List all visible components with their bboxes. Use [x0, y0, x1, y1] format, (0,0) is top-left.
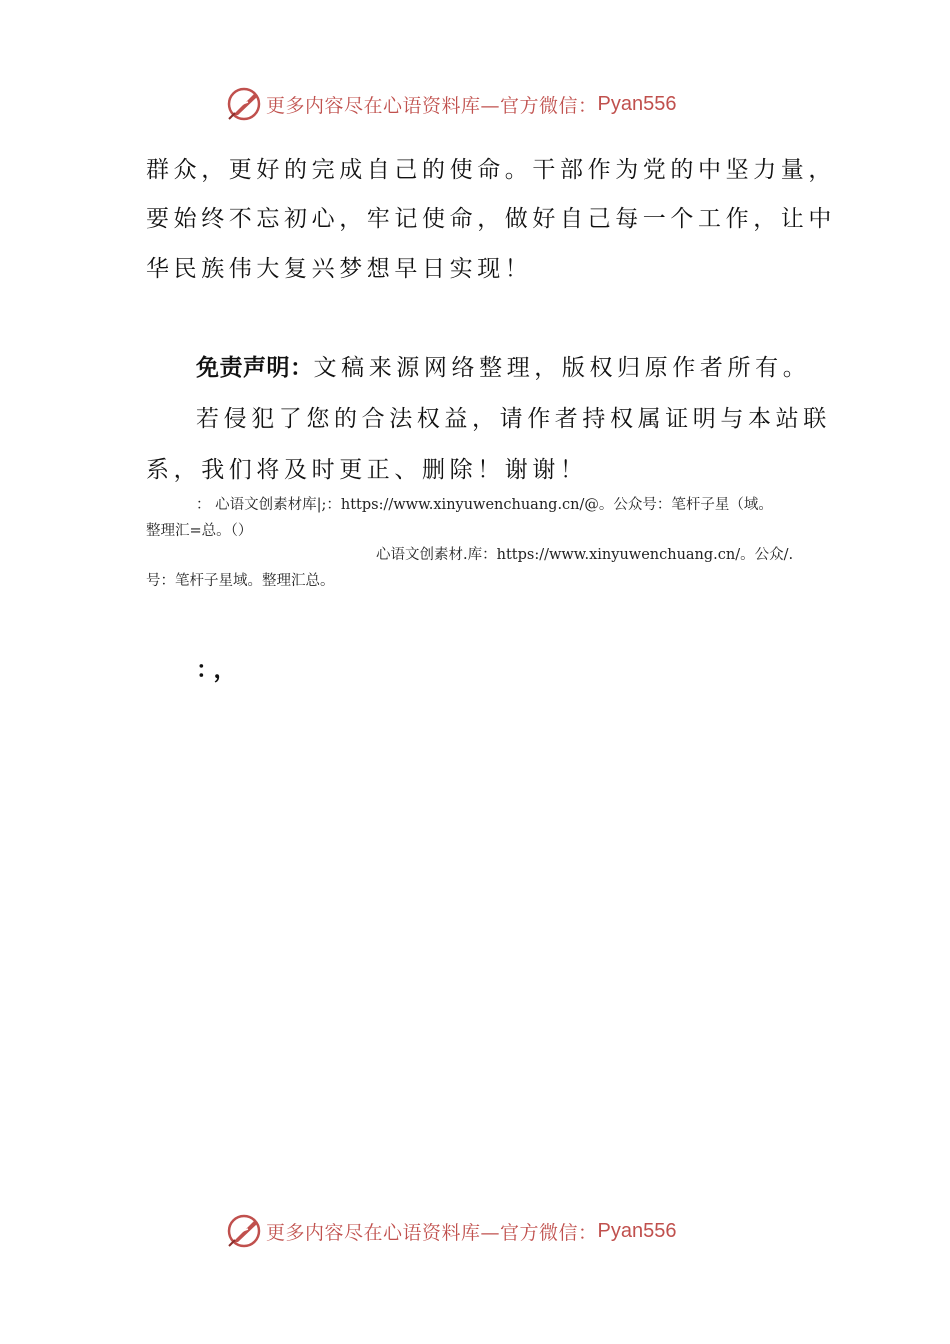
- trailing-punctuation: ：，: [196, 657, 243, 683]
- source-note-1: ： 心语文创素材库|;：https://www.xinyuwenchuang.cn/@。公众号：笔杆子星（域。: [196, 497, 773, 513]
- body-line-2: 要始终不忘初心，牢记使命，做好自己每一个工作，让中: [146, 206, 836, 232]
- disclaimer-text-1: 文稿来源网络整理，版权归原作者所有。: [313, 355, 811, 381]
- header-banner-wechat: Pyan556: [597, 92, 677, 115]
- disclaimer-line-1: [196, 352, 810, 384]
- body-line-3: 华民族伟大复兴梦想早日实现！: [146, 256, 533, 282]
- footer-banner-text: 更多内容尽在心语资料库—官方微信：: [266, 1221, 598, 1244]
- body-line-1: 群众，更好的完成自己的使命。干部作为党的中坚力量，: [146, 157, 836, 183]
- disclaimer-line-2: 若侵犯了您的合法权益，请作者持权属证明与本站联: [196, 406, 831, 432]
- quill-pen-logo-icon: [226, 1213, 262, 1249]
- source-note-4: 号：笔杆子星域。整理汇总。: [146, 573, 335, 589]
- header-banner-text: 更多内容尽在心语资料库—官方微信：: [266, 94, 598, 117]
- source-note-2: 整理汇=总。（）: [146, 523, 253, 539]
- footer-banner-wechat: Pyan556: [597, 1219, 677, 1242]
- disclaimer-line-3: 系，我们将及时更正、删除！谢谢！: [146, 457, 588, 483]
- quill-pen-logo-icon: [226, 86, 262, 122]
- header-banner: [226, 84, 676, 124]
- footer-banner: [226, 1211, 676, 1251]
- disclaimer-label: 免责声明：: [196, 355, 314, 381]
- source-note-3: 心语文创素材.库：https://www.xinyuwenchuang.cn/。公众/.: [376, 547, 794, 563]
